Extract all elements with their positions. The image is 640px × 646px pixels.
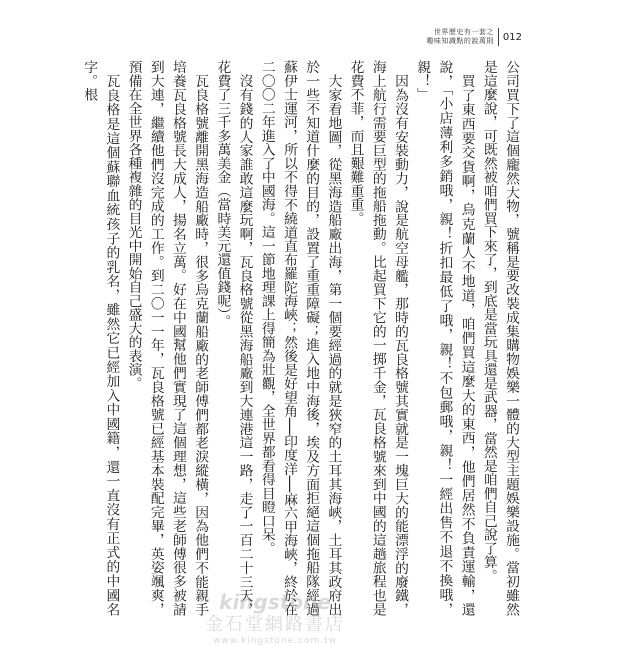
header-divider <box>498 28 499 46</box>
paragraph-3: 因為沒有安裝動力，說是航空母艦，那時的瓦良格號其實就是一塊巨大的能漂浮的廢鐵，海上航行需要巨型的拖船拖動。比起買下它的一掷千金，瓦良格號來到中國的這趟旅程也是花費不菲，而且艱難重重。 <box>347 60 408 616</box>
paragraph-6: 瓦良格號離開黑海造船廠時，很多烏克蘭船廠的老師傅們都老淚縱橫，因為他們不能親手培養瓦良格號長大成人，揚名立萬。好在中國幫他們實現了這個理想，這些老師傅很多被請到大連，繼續他們沒完成的工作。到二〇一一年，瓦良格號已經基本裝配完畢，英姿颯爽，預備在全世界各種複雜的目光中開始自己盛大的表演。 <box>125 60 209 616</box>
page-number: 012 <box>502 31 522 43</box>
paragraph-7: 瓦良格是這個蘇聯血統孩子的乳名，雖然它已經加入中國籍，還一直沒有正式的中國名字。根 <box>81 60 120 616</box>
watermark-store-name: 金石堂網路書店 <box>205 614 345 635</box>
paragraph-4: 大家看地圖，從黑海造船廠出海，第一個要經過的就是狹窄的土耳其海峽，土耳其政府出於一些不知道什麼的目的，設置了重重障礙；進入地中海後，埃及方面拒絕這個拖船隊經過蘇伊士運河，所以不得不繞道直布羅陀海峽；然後是好望角──印度洋──麻六甲海峽，終於在二〇〇二年進入了中國海。這一節地理課上得簡為壯觀，全世界都看得目瞪口呆。 <box>258 60 342 616</box>
watermark-url: www.kingstone.com.tw <box>212 636 338 646</box>
header-title-line1: 世界歷史有一套之 <box>433 28 494 36</box>
running-header <box>426 28 522 46</box>
paragraph-5: 沒有錢的人家誰敢這麼玩啊，瓦良格號從黑海船廠到大連港這一路，走了一百二十三天，花費了三千多萬美金（當時美元還值錢呢）。 <box>214 60 253 616</box>
watermark-logo: kingstone <box>219 590 331 614</box>
paragraph-2: 買了東西要交貨啊，烏克蘭人不地道，咱們買這麼大的東西，他們居然不負責運輸，還說，「小店薄利多銷哦，親！折扣最低了哦，親！不包郵哦，親！一經出售不退不換哦，親！」 <box>414 60 475 616</box>
header-titles <box>426 28 494 46</box>
body-text <box>81 60 522 616</box>
paragraph-1: 公司買下了這個龐然大物，號稱是要改裝成集購物娛樂一體的大型主題娛樂設施。當初雖然是這麼說，可既然被咱們買下來了，到底是當玩具還是武器，當然是咱們自己說了算。 <box>480 60 519 616</box>
header-title-line2: 趣味知識點的說萬則 <box>426 37 494 45</box>
